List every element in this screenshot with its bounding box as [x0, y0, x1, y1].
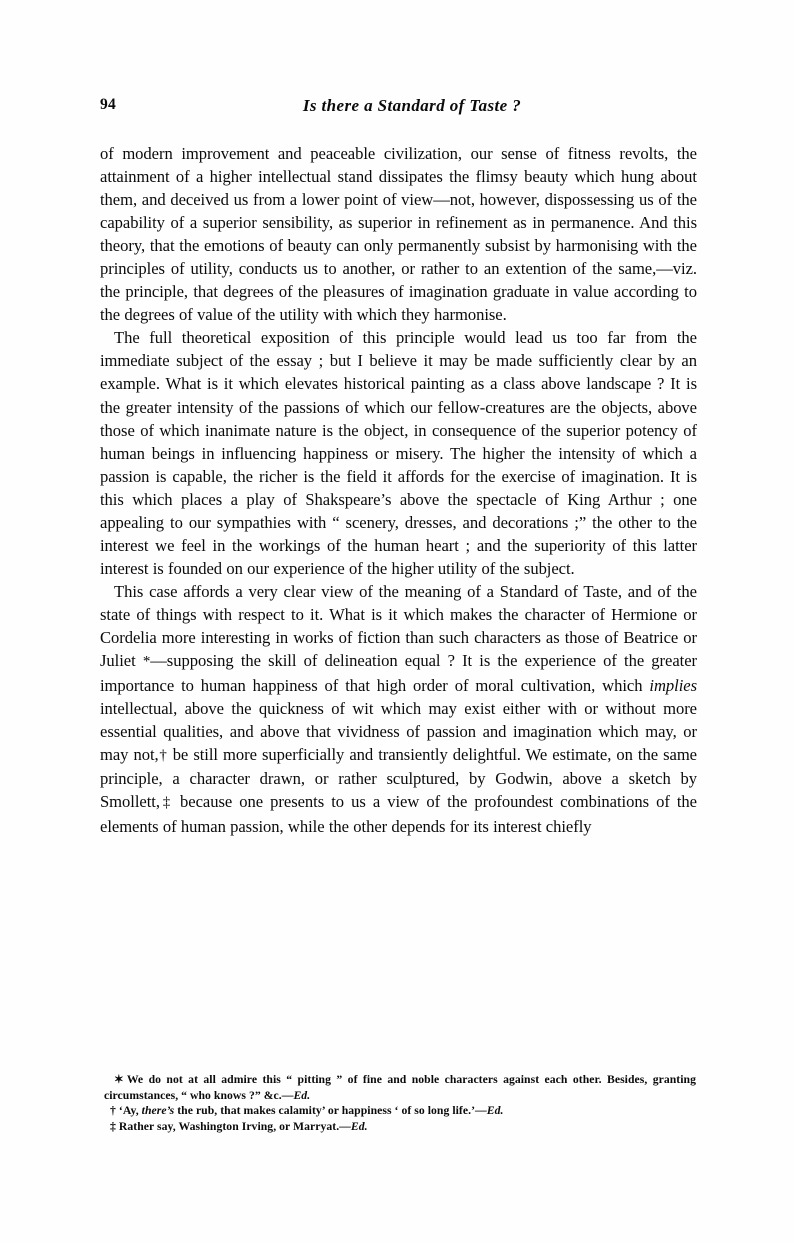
footnote-reference-mark: ‡	[159, 794, 173, 811]
footnote-marker: †	[110, 1104, 116, 1118]
emphasis-text: Ed.	[350, 1119, 368, 1133]
emphasis-text: Ed.	[293, 1088, 311, 1102]
running-title: Is there a Standard of Taste ?	[302, 96, 522, 115]
paragraph: of modern improvement and peaceable civilization, our sense of fitness revolts, the attainment of a higher intellectual stand dissipates the flimsy beauty which hung about them, and deceived us from a lower point of view—not, however, dispossessing us of the capability of a superior sensibility, as superior in refinement as in permanence. And this theory, that the emotions of beauty can only permanently subsist by harmonising with the principles of utility, conducts us to another, or rather to an extention of the same,—viz. the principle, that degrees of the pleasures of imagination graduate in value according to the degrees of value of the utility with which they harmonise.	[100, 144, 697, 325]
footnote-reference-mark: †	[158, 747, 168, 764]
paragraph: This case affords a very clear view of the meaning of a Standard of Taste, and of the state of things with respect to it. What is it which makes the character of Hermione or Cordelia more interesting in works of fiction than such characters as those of Beatrice or Juliet *—supposing the skill of delineation equal ? It is the experience of the greater importance to human happiness of that high order of moral cultivation, which implies intellectual, above the quickness of wit which may exist either with or without more essential qualities, and above that vividness of passion and imagination which may, or may not,† be still more superficially and transiently delightful. We estimate, on the same principle, a character drawn, or rather sculptured, by Godwin, above a sketch by Smollett,‡ because one presents to us a view of the profoundest combinations of the elements of human passion, while the other depends for its interest chiefly	[100, 581, 697, 836]
body-text	[100, 142, 697, 838]
emphasis-text: there’s	[141, 1104, 175, 1118]
emphasis-text: implies	[649, 675, 697, 695]
footnote: † ‘Ay, there’s the rub, that makes calamity’ or happiness ‘ of so long life.’—Ed.	[110, 1104, 504, 1118]
running-head	[100, 96, 696, 120]
footnote-reference-mark: *	[142, 653, 151, 670]
footnote: ‡ Rather say, Washington Irving, or Marryat.—Ed.	[110, 1119, 368, 1133]
footnote-marker: ✶	[114, 1073, 124, 1086]
page-number: 94	[100, 96, 116, 113]
footnote-block	[104, 1072, 696, 1134]
footnote-marker: ‡	[110, 1119, 116, 1133]
emphasis-text: Ed.	[486, 1104, 504, 1118]
paragraph: The full theoretical exposition of this principle would lead us too far from the immediate subject of the essay ; but I believe it may be made sufficiently clear by an example. What is it which elevates historical painting as a class above landscape ? It is the greater intensity of the passions of which our fellow-creatures are the objects, above those of which inanimate nature is the object, in consequence of the superior potency of human beings in influencing happiness or misery. The higher the intensity of which a passion is capable, the richer is the field it affords for the exercise of imagination. It is this which places a play of Shakspeare’s above the spectacle of King Arthur ; one appealing to our sympathies with “ scenery, dresses, and decorations ;” the other to the interest we feel in the workings of the human heart ; and the superiority of this latter interest is founded on our experience of the higher utility of the subject.	[100, 328, 697, 578]
footnote: ✶ We do not at all admire this “ pitting ” of fine and noble characters against each other. Besides, granting circumstances, “ who knows ?” &c.—Ed.	[104, 1073, 696, 1102]
